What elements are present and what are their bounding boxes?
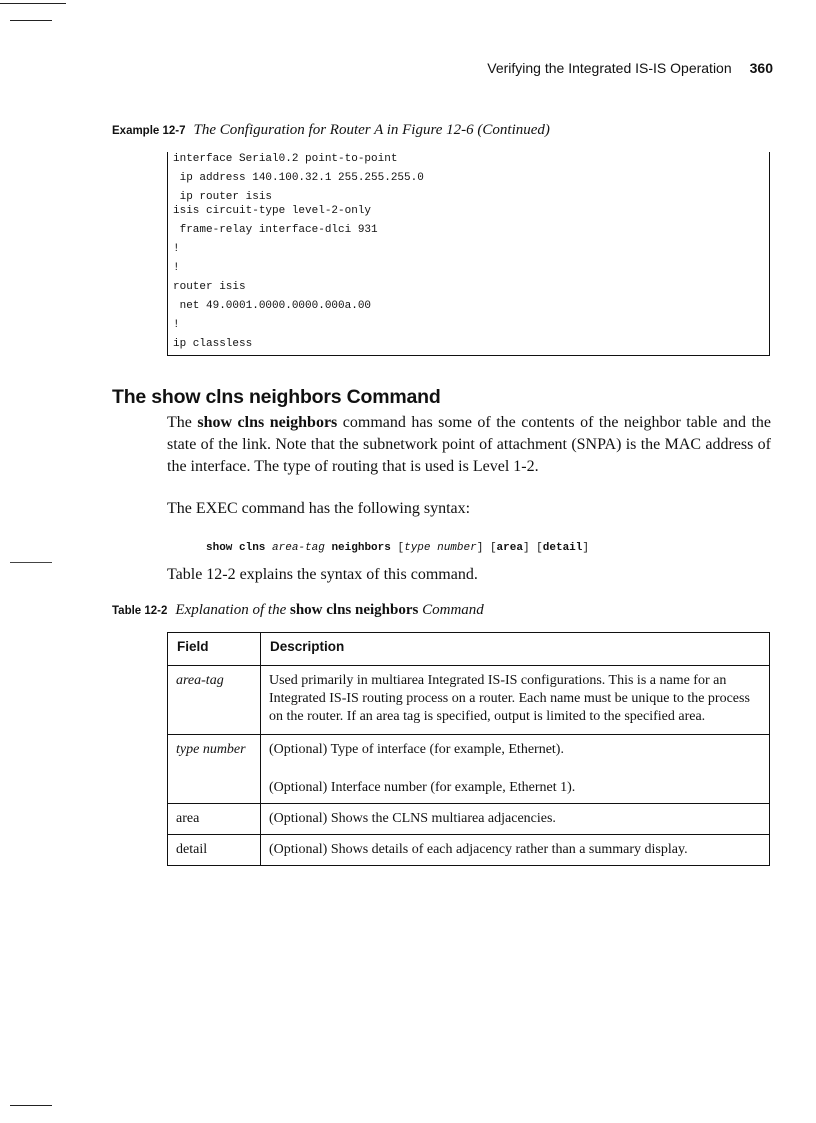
table-header-row xyxy=(168,633,770,666)
body-paragraph: The show clns neighbors command has some of the contents of the neighbor table and the state of the link. Note that the subnetwork point of attachment (SNPA) is the MAC address of the interface. The type of routing that is used is Level 1-2. xyxy=(167,414,772,475)
crop-mark xyxy=(10,562,52,563)
code-line: ! xyxy=(173,262,180,274)
crop-mark xyxy=(10,20,52,21)
code-line: router isis xyxy=(173,281,246,293)
table-row xyxy=(168,735,770,804)
code-line: frame-relay interface-dlci 931 xyxy=(173,224,378,236)
crop-mark xyxy=(10,1105,52,1106)
column-header: Description xyxy=(261,633,770,666)
column-header: Field xyxy=(168,633,261,666)
page-number: 360 xyxy=(749,60,773,76)
code-line: ip classless xyxy=(173,338,253,350)
code-line: ip address 140.100.32.1 255.255.255.0 xyxy=(173,172,424,184)
running-header xyxy=(487,60,773,76)
crop-mark xyxy=(0,3,66,4)
code-listing xyxy=(167,152,770,356)
code-line: ! xyxy=(173,243,180,255)
code-line: net 49.0001.0000.0000.000a.00 xyxy=(173,300,372,312)
body-paragraph: Table 12-2 explains the syntax of this command. xyxy=(167,566,478,583)
example-title: The Configuration for Router A in Figure 12-6 (Continued) xyxy=(193,122,550,138)
table-cell-field: type number xyxy=(168,735,261,804)
table-label: Table 12-2 xyxy=(112,605,168,617)
table-cell-field: area-tag xyxy=(168,666,261,735)
code-line: ip router isis xyxy=(173,191,273,203)
table-cell-description: (Optional) Shows the CLNS multiarea adjacencies. xyxy=(261,804,770,835)
table-cell-description: (Optional) Shows details of each adjacency rather than a summary display. xyxy=(261,835,770,866)
table-caption: Table 12-2 Explanation of the show clns neighbors Command xyxy=(112,602,484,618)
command-syntax: show clns area-tag neighbors [type number] [area] [detail] xyxy=(206,542,589,554)
table-cell-field: detail xyxy=(168,835,261,866)
table-row xyxy=(168,666,770,735)
inline-command: show clns neighbors xyxy=(197,414,338,431)
syntax-table xyxy=(167,632,770,866)
table-cell-description: Used primarily in multiarea Integrated IS-IS configurations. This is a name for an Integrated IS-IS routing process on a router. Each name must be unique to the process on the router. If an area tag is specified, output is limited to the specified area. xyxy=(261,666,770,735)
code-line: ! xyxy=(173,319,180,331)
body-paragraph: The EXEC command has the following syntax: xyxy=(167,500,471,517)
example-label: Example 12-7 xyxy=(112,125,186,137)
table-cell-field: area xyxy=(168,804,261,835)
example-caption xyxy=(112,122,550,139)
table-cell-description: (Optional) Type of interface (for example, Ethernet). (Optional) Interface number (for example, Ethernet 1). xyxy=(261,735,770,804)
table-row xyxy=(168,804,770,835)
code-line: interface Serial0.2 point-to-point xyxy=(173,153,398,165)
code-line: isis circuit-type level-2-only xyxy=(173,205,372,217)
table-row xyxy=(168,835,770,866)
section-heading: The show clns neighbors Command xyxy=(112,386,441,408)
running-title: Verifying the Integrated IS-IS Operation xyxy=(487,60,732,76)
